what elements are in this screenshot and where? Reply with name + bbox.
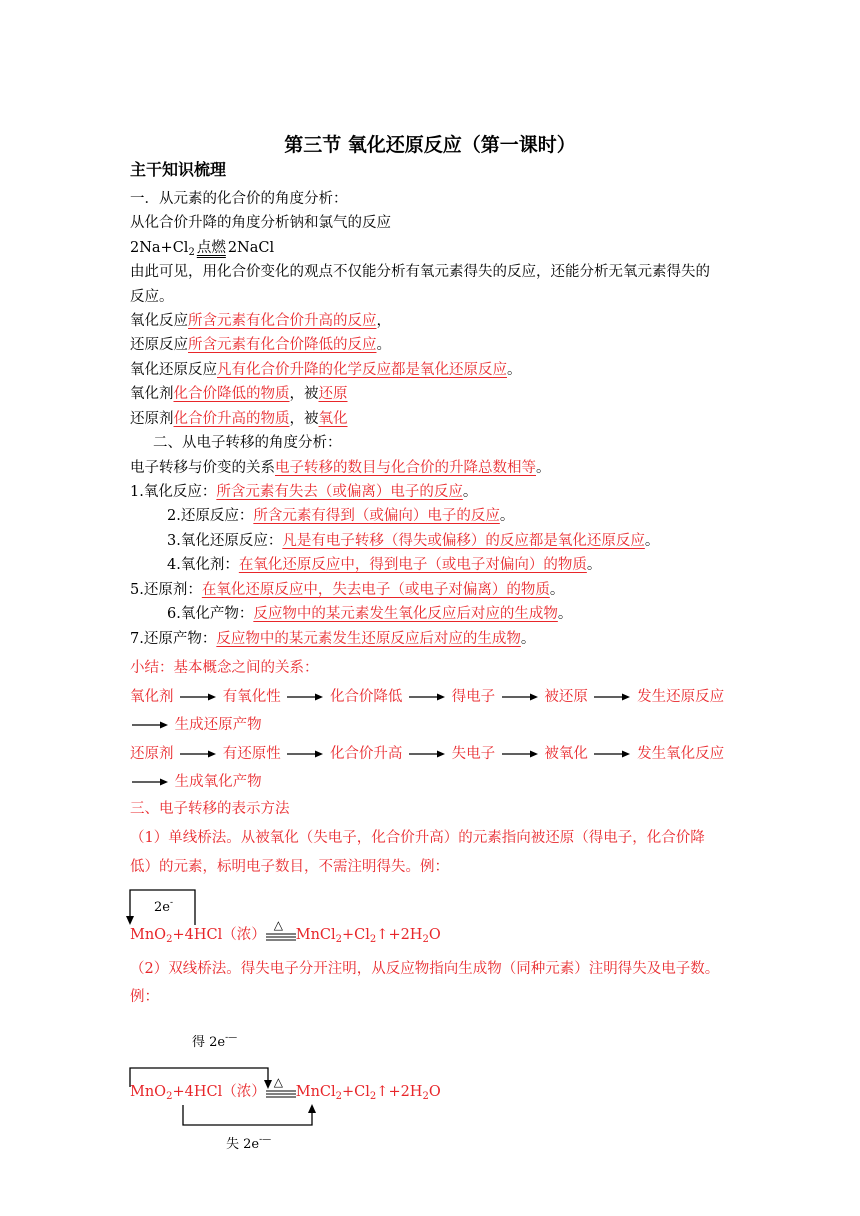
def-label: 还原剂 <box>130 411 174 427</box>
def-label: 氧化反应 <box>130 313 188 329</box>
single-bridge-label <box>154 893 173 918</box>
relation-answer: 电子转移的数目与化合价的升降总数相等 <box>275 460 536 476</box>
item-answer: 在氧化还原反应中，得到电子（或电子对偏向）的物质 <box>238 557 587 573</box>
gas-arrow: ↑ <box>376 1084 389 1100</box>
chain-node: 被氧化 <box>544 746 588 762</box>
s2-item-5 <box>130 580 564 600</box>
arrow-icon <box>502 749 538 759</box>
def-tail: 。 <box>507 362 522 378</box>
arrow-icon <box>287 749 323 759</box>
def-label: 氧化剂 <box>130 386 174 402</box>
chain-oxidant-line-2 <box>130 715 262 735</box>
chain-reductant-line-1 <box>130 744 724 764</box>
na-cl-equation <box>130 238 274 263</box>
eq-left-sub: 2 <box>188 247 195 258</box>
item-label: 6.氧化产物： <box>167 606 254 622</box>
item-answer: 所含元素有失去（或偏离）电子的反应 <box>216 484 463 500</box>
lose-text: 失 2e <box>226 1137 260 1152</box>
chain-node: 生成氧化产物 <box>174 774 262 790</box>
gain-label <box>192 1028 237 1053</box>
def-answer-2: 还原 <box>318 386 348 402</box>
item-tail: 。 <box>462 484 478 500</box>
eq-part: O <box>428 1084 441 1100</box>
item-answer: 凡是有电子转移（得失或偏移）的反应都是氧化还原反应 <box>282 533 645 549</box>
chain-node: 得电子 <box>451 689 496 705</box>
s1-intro: 从化合价升降的角度分析钠和氯气的反应 <box>130 215 391 231</box>
item-tail: 。 <box>499 508 515 524</box>
eq-part: +Cl <box>342 927 370 943</box>
s2-item-4 <box>167 555 601 575</box>
item-label: 3.氧化还原反应： <box>167 533 283 549</box>
s2-item-7 <box>130 629 535 649</box>
chain-node: 失电子 <box>451 746 496 762</box>
single-bridge-equation <box>130 918 441 950</box>
item-label: 4.氧化剂： <box>167 557 239 573</box>
s2-item-6 <box>167 604 572 624</box>
def-answer-2: 氧化 <box>318 411 348 427</box>
item-answer: 在氧化还原反应中，失去电子（或电子对偏离）的物质 <box>201 582 550 598</box>
item-label: 2.还原反应： <box>167 508 254 524</box>
def-label: 氧化还原反应 <box>130 362 217 378</box>
chain-oxidant-line-1 <box>130 687 724 707</box>
item-tail: 。 <box>557 606 573 622</box>
def-tail: ， <box>376 313 391 329</box>
eq-sub: 2 <box>166 934 173 945</box>
chain-reductant-line-2 <box>130 772 262 792</box>
chain-node: 有还原性 <box>222 746 281 762</box>
lose-sup: -— <box>259 1135 272 1145</box>
item-answer: 反应物中的某元素发生还原反应后对应的生成物 <box>216 631 521 647</box>
eq-part: +2H <box>388 1084 423 1100</box>
def-reductant <box>130 409 348 429</box>
chain-node: 被还原 <box>544 689 588 705</box>
eq-condition: 点燃 <box>196 240 226 256</box>
heat-icon: △ <box>273 918 283 932</box>
def-answer: 凡有化合价升降的化学反应都是氧化还原反应 <box>217 362 507 378</box>
arrow-icon <box>594 692 630 702</box>
page-title: 第三节 氧化还原反应（第一课时） <box>284 134 576 156</box>
item-label: 7.还原产物： <box>130 631 217 647</box>
chain-node: 还原剂 <box>130 746 174 762</box>
chain-node: 氧化剂 <box>130 689 174 705</box>
chain-node: 发生氧化反应 <box>637 746 725 762</box>
def-oxidant <box>130 384 348 404</box>
item-tail: 。 <box>520 631 536 647</box>
eq-sub: 2 <box>335 934 343 945</box>
def-answer: 化合价降低的物质 <box>173 386 290 402</box>
eq-left: 2Na+Cl <box>130 240 189 256</box>
lose-label <box>226 1130 271 1155</box>
item-label: 1.氧化反应： <box>130 484 217 500</box>
lose-bridge-arrow <box>175 1103 325 1129</box>
electron-charge: - <box>169 898 174 908</box>
s2-item-2 <box>167 506 514 526</box>
eq-part: MnO <box>130 927 167 943</box>
eq-sub: 2 <box>166 1091 173 1102</box>
eq-right: 2NaCl <box>227 240 275 256</box>
def-reduction <box>130 335 391 355</box>
def-label: 还原反应 <box>130 337 188 353</box>
chain-node: 有氧化性 <box>222 689 281 705</box>
heat-icon: △ <box>273 1075 283 1089</box>
s1-title: 一．从元素的化合价的角度分析： <box>130 191 348 207</box>
item-answer: 所含元素有得到（或偏向）电子的反应 <box>253 508 500 524</box>
arrow-icon <box>180 749 216 759</box>
eq-part: MnCl <box>295 1084 336 1100</box>
single-bridge-desc-1: （1）单线桥法。从被氧化（失电子，化合价升高）的元素指向被还原（得电子，化合价降 <box>130 830 705 846</box>
arrow-icon <box>180 692 216 702</box>
arrow-icon <box>594 749 630 759</box>
eq-sub: 2 <box>422 934 429 945</box>
def-answer: 化合价升高的物质 <box>173 411 290 427</box>
eq-part: +4HCl（浓） <box>172 927 266 943</box>
def-oxidation <box>130 311 391 331</box>
relation-tail: 。 <box>536 460 551 476</box>
section-heading: 主干知识梳理 <box>130 160 227 179</box>
arrow-icon <box>287 692 323 702</box>
def-tail: 。 <box>376 337 391 353</box>
item-tail: 。 <box>586 557 602 573</box>
double-bridge-desc-2: 例： <box>130 989 159 1005</box>
heat-equals-sign <box>266 1075 296 1099</box>
chain-node: 化合价升高 <box>329 746 403 762</box>
item-answer: 反应物中的某元素发生氧化反应后对应的生成物 <box>253 606 558 622</box>
arrow-icon <box>409 749 445 759</box>
eq-part: O <box>428 927 441 943</box>
eq-part: +2H <box>388 927 423 943</box>
def-mid: ，被 <box>289 386 319 402</box>
conclusion-line-1: 由此可见，用化合价变化的观点不仅能分析有氧元素得失的反应，还能分析无氧元素得失的 <box>130 264 710 280</box>
heat-equals-sign <box>266 918 296 942</box>
s2-relation <box>130 458 551 478</box>
summary-title: 小结：基本概念之间的关系： <box>130 660 319 676</box>
gas-arrow: ↑ <box>376 927 389 943</box>
arrow-icon <box>409 692 445 702</box>
eq-sub: 2 <box>369 1091 377 1102</box>
chain-node: 生成还原产物 <box>174 717 262 733</box>
s2-item-3 <box>167 531 659 551</box>
arrow-icon <box>502 692 538 702</box>
eq-part: MnO <box>130 1084 167 1100</box>
s2-title: 二、从电子转移的角度分析： <box>153 435 342 451</box>
eq-part: +4HCl（浓） <box>172 1084 266 1100</box>
relation-label: 电子转移与价变的关系 <box>130 460 275 476</box>
gain-text: 得 2e <box>192 1035 226 1050</box>
arrow-icon <box>132 777 168 787</box>
eq-part: MnCl <box>295 927 336 943</box>
s2-item-1 <box>130 482 477 502</box>
eq-sub: 2 <box>369 934 377 945</box>
chain-node: 化合价降低 <box>329 689 403 705</box>
conclusion-line-2: 反应。 <box>130 289 174 305</box>
def-mid: ，被 <box>289 411 319 427</box>
double-bridge-desc-1: （2）双线桥法。得失电子分开注明，从反应物指向生成物（同种元素）注明得失及电子数。 <box>130 961 720 977</box>
def-redox <box>130 360 522 380</box>
eq-sub: 2 <box>335 1091 343 1102</box>
item-tail: 。 <box>549 582 565 598</box>
single-bridge-desc-2: 低）的元素，标明电子数目，不需注明得失。例： <box>130 859 449 875</box>
item-label: 5.还原剂： <box>130 582 202 598</box>
electron-count: 2e <box>154 900 170 915</box>
def-answer: 所含元素有化合价升高的反应 <box>188 313 377 329</box>
s3-title: 三、电子转移的表示方法 <box>130 801 290 817</box>
gain-sup: -— <box>225 1033 238 1043</box>
def-answer: 所含元素有化合价降低的反应 <box>188 337 377 353</box>
item-tail: 。 <box>644 533 660 549</box>
arrow-icon <box>132 720 168 730</box>
eq-part: +Cl <box>342 1084 370 1100</box>
chain-node: 发生还原反应 <box>637 689 725 705</box>
eq-sub: 2 <box>422 1091 429 1102</box>
